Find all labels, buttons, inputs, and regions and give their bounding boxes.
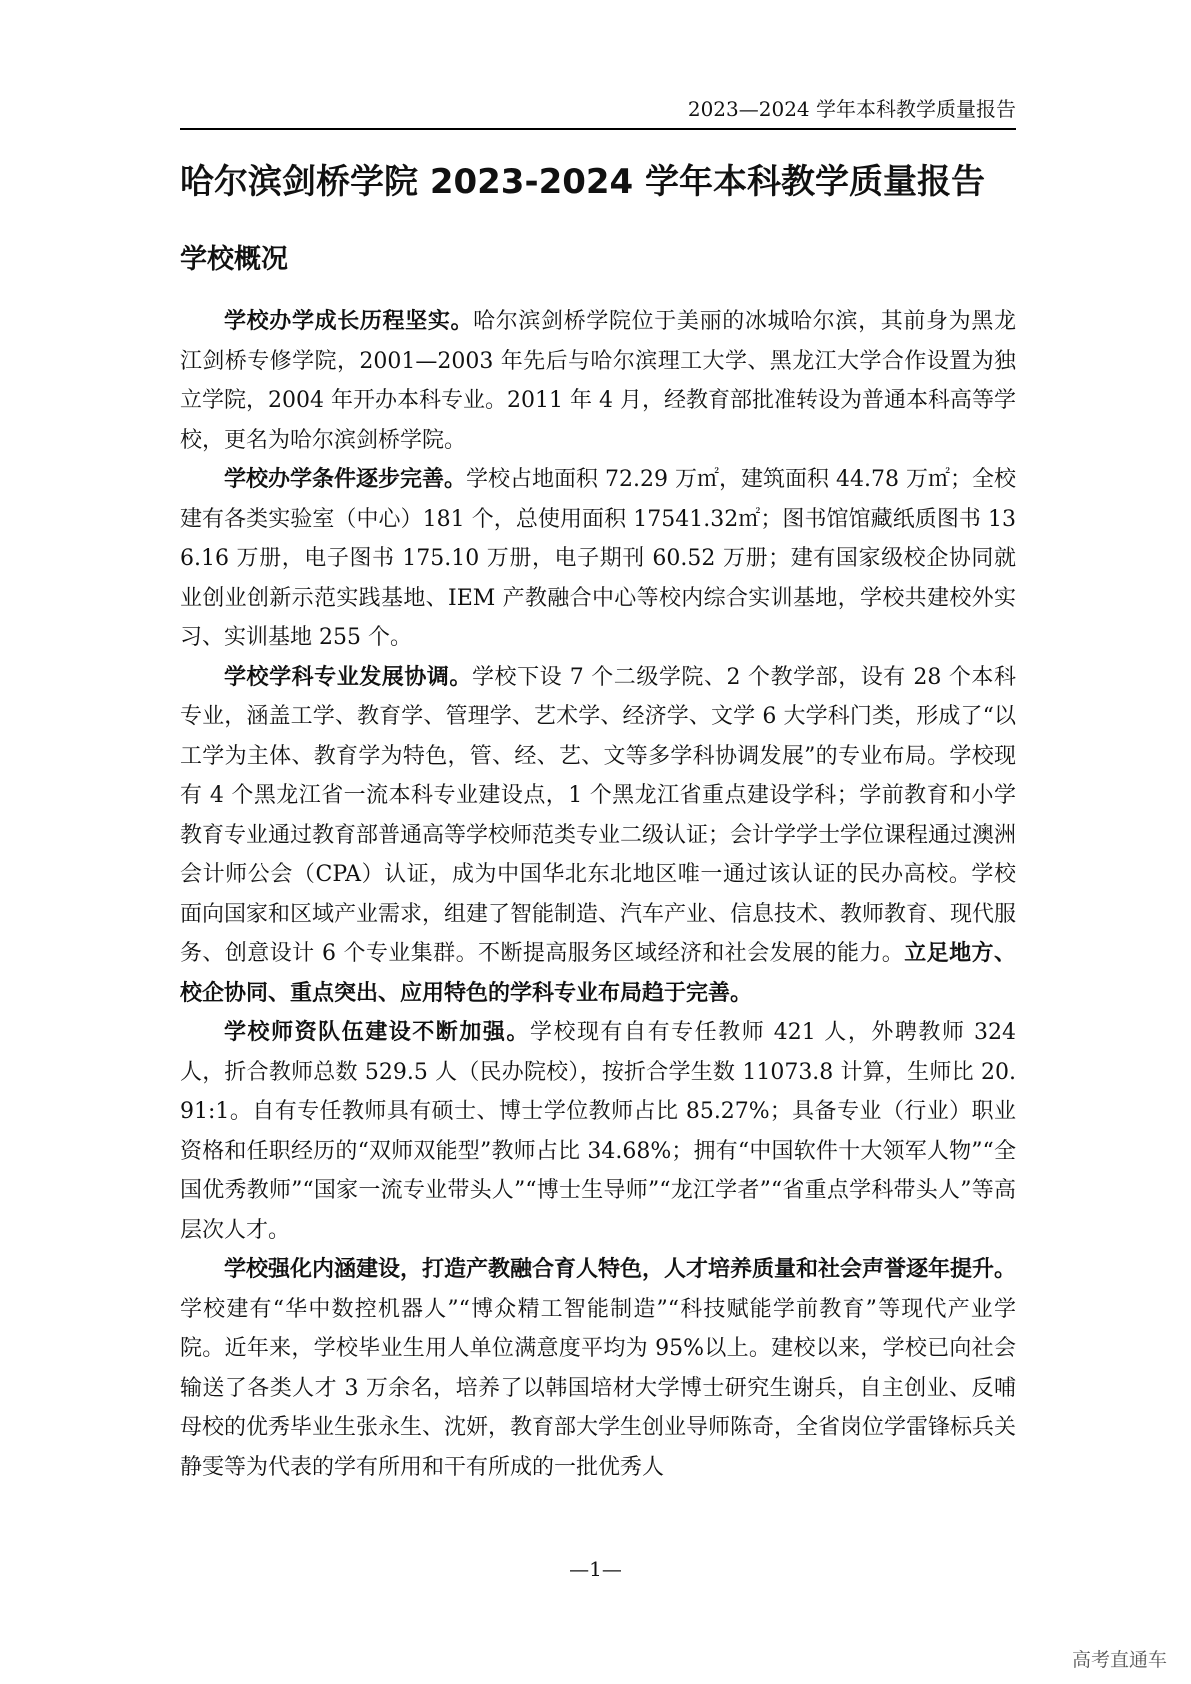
paragraph-lead: 学校办学条件逐步完善。 xyxy=(224,466,467,492)
paragraph-quality xyxy=(180,1250,1016,1487)
section-heading: 学校概况 xyxy=(180,244,288,275)
body-text xyxy=(180,302,1016,1487)
paragraph-text: 学校建有“华中数控机器人”“博众精工智能制造”“科技赋能学前教育”等现代产业学院。近年来，学校毕业生用人单位满意度平均为 95%以上。建校以来，学校已向社会输送了各类人才 3 万余名，培养了以韩国培材大学博士研究生谢兵，自主创业、反哺母校的优秀毕业生张永生、沈妍，教育部大学生创业导师陈奇，全省岗位学雷锋标兵关静雯等为代表的学有所用和干有所成的一批优秀人 xyxy=(180,1296,1017,1480)
paragraph-conditions xyxy=(180,460,1016,658)
paragraph-text: 学校现有自有专任教师 421 人，外聘教师 324 人，折合教师总数 529.5 人（民办院校），按折合学生数 11073.8 计算，生师比 20.91:1。自有专任教师具有硕士、博士学位教师占比 85.27%；具备专业（行业）职业资格和任职经历的“双师双能型”教师占比 34.68%；拥有“中国软件十大领军人物”“全国优秀教师”“国家一流专业带头人”“博士生导师”“龙江学者”“省重点学科带头人”等高层次人才。 xyxy=(180,1020,1016,1243)
page-number: —1— xyxy=(569,1557,622,1581)
paragraph-history xyxy=(180,302,1016,460)
watermark: 高考直通车 xyxy=(1071,1649,1167,1671)
paragraph-lead: 学校办学成长历程坚实。 xyxy=(224,308,474,334)
paragraph-lead: 学校师资队伍建设不断加强。 xyxy=(224,1019,530,1045)
document-title: 哈尔滨剑桥学院 2023-2024 学年本科教学质量报告 xyxy=(180,162,986,202)
paragraph-faculty xyxy=(180,1013,1016,1250)
paragraph-disciplines xyxy=(180,658,1016,1014)
paragraph-text: 哈尔滨剑桥学院位于美丽的冰城哈尔滨，其前身为黑龙江剑桥专修学院，2001—2003 年先后与哈尔滨理工大学、黑龙江大学合作设置为独立学院，2004 年开办本科专业。2011 年 4 月，经教育部批准转设为普通本科高等学校，更名为哈尔滨剑桥学院。 xyxy=(180,309,1016,453)
running-header: 2023—2024 学年本科教学质量报告 xyxy=(180,96,1016,130)
paragraph-lead: 学校学科专业发展协调。 xyxy=(224,663,472,690)
paragraph-emphasis: 立足地方、校企协同、重点突出、应用特色的学科专业布局趋于完善。 xyxy=(180,940,1016,1006)
paragraph-lead: 学校强化内涵建设，打造产教融合育人特色，人才培养质量和社会声誉逐年提升。 xyxy=(224,1256,1017,1282)
paragraph-text: 学校下设 7 个二级学院、2 个教学部，设有 28 个本科专业，涵盖工学、教育学、管理学、艺术学、经济学、文学 6 大学科门类，形成了“以工学为主体、教育学为特色，管、经、艺、文等多学科协调发展”的专业布局。学校现有 4 个黑龙江省一流本科专业建设点，1 个黑龙江省重点建设学科；学前教育和小学教育专业通过教育部普通高等学校师范类专业二级认证；会计学学士学位课程通过澳洲会计师公会（CPA）认证，成为中国华北东北地区唯一通过该认证的民办高校。学校面向国家和区域产业需求，组建了智能制造、汽车产业、信息技术、教师教育、现代服务、创意设计 6 个专业集群。不断提高服务区域经济和社会发展的能力。 xyxy=(180,664,1017,966)
paragraph-text: 学校占地面积 72.29 万㎡，建筑面积 44.78 万㎡；全校建有各类实验室（中心）181 个，总使用面积 17541.32㎡；图书馆馆藏纸质图书 136.16 万册，电子图书 175.10 万册，电子期刊 60.52 万册；建有国家级校企协同就业创业创新示范实践基地、IEM 产教融合中心等校内综合实训基地，学校共建校外实习、实训基地 255 个。 xyxy=(180,467,1016,650)
